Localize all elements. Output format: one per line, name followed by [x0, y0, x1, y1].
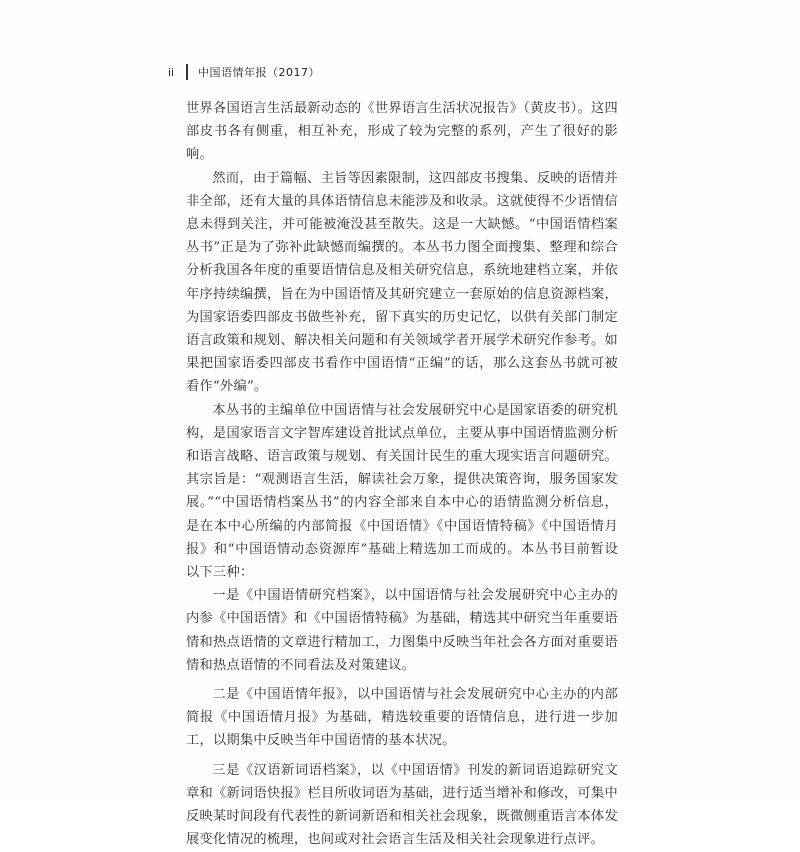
paragraph: 二是《中国语情年报》，以中国语情与社会发展研究中心主办的内部简报《中国语情月报》为基础，精选较重要的语情信息，进行进一步加工，以期集中反映当年中国语情的基本状况。 — [186, 687, 618, 749]
page-number: ii — [168, 65, 175, 79]
paragraph: 一是《中国语情研究档案》，以中国语情与社会发展研究中心主办的内参《中国语情》和《中国语情特稿》为基础，精选其中研究当年重要语情和热点语情的文章进行精加工，力图集中反映当年社会各方面对重要语情和热点语情的不同看法及对策建议。 — [186, 588, 618, 673]
book-title: 中国语情年报（2017） — [198, 66, 320, 79]
paragraph: 三是《汉语新词语档案》，以《中国语情》刊发的新词语追踪研究文章和《新词语快报》栏目所收词语为基础，进行适当增补和修改，可集中反映某时间段有代表性的新词新语和相关社会现象，既微侧重语言本体发展变化情况的梳理，也间或对社会语言生活及相关社会现象进行点评。 — [186, 762, 618, 848]
paragraph: 本丛书的主编单位中国语情与社会发展研究中心是国家语委的研究机构，是国家语言文字智库建设首批试点单位，主要从事中国语情监测分析和语言战略、语言政策与规划、有关国计民生的重大现实语言问题研究。其宗旨是：“观测语言生活，解读社会万象，提供决策咨询，服务国家发展。”“中国语情档案丛书”的内容全部来自本中心的语情监测分析信息，是在本中心所编的内部简报《中国语情》《中国语情特稿》《中国语情月报》和“中国语情动态资源库”基础上精选加工而成的。本丛书目前暂设以下三种： — [186, 402, 618, 581]
body-text — [186, 97, 618, 852]
running-header — [168, 62, 320, 82]
paragraph-continued: 世界各国语言生活最新动态的《世界语言生活状况报告》（黄皮书）。这四部皮书各有侧重，相互补充，形成了较为完整的系列，产生了很好的影响。 — [186, 101, 618, 163]
header-divider — [186, 64, 188, 80]
paragraph: 然而，由于篇幅、主旨等因素限制，这四部皮书搜集、反映的语情并非全部，还有大量的具体语情信息未能涉及和收录。这就使得不少语情信息未得到关注，并可能被淹没甚至散失。这是一大缺憾。“中国语情档案丛书”正是为了弥补此缺憾而编撰的。本丛书力图全面搜集、整理和综合分析我国各年度的重要语情信息及相关研究信息，系统地建档立案，并依年序持续编撰，旨在为中国语情及其研究建立一套原始的信息资源档案，为国家语委四部皮书做些补充，留下真实的历史记忆，以供有关部门制定语言政策和规划、解决相关问题和有关领域学者开展学术研究作参考。如果把国家语委四部皮书看作中国语情“正编”的话，那么这套丛书就可被看作“外编”。 — [186, 170, 618, 395]
